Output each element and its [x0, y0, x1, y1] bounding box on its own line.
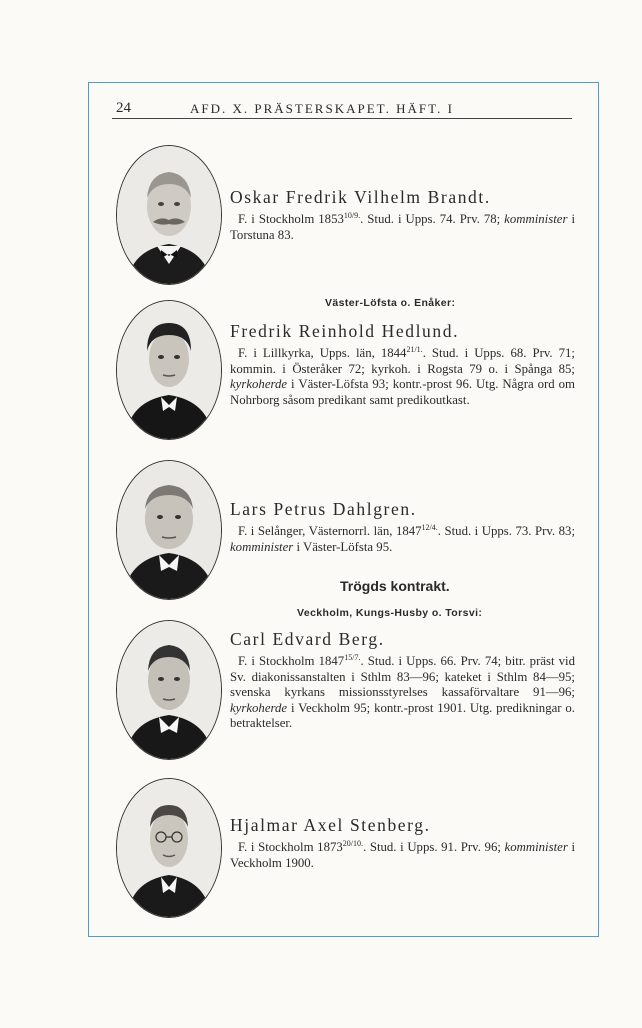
entry-dahlgren: [230, 498, 575, 555]
person-biography: F. i Stockholm $1847^{15/7.}$. Stud. i Upps. 66. Prv. 74; bitr. präst vid Sv. diakonissanstalten i Sthlm 83—96; kateket i Sthlm 84—95; svenska kyrkans missionsstyrelses kassaförvaltare 91—96; kyrkoherde i Veckholm 95; kontr.-prost 1901. Utg. predikningar o. betraktelser.: [230, 653, 576, 730]
entry-hedlund: [230, 320, 575, 408]
person-biography: F. i Selånger, Västernorrl. län, $1847^{12/4.}$. Stud. i Upps. 73. Prv. 83; komminister i Väster-Löfsta 95.: [230, 523, 575, 554]
portrait-photo: [117, 301, 221, 439]
portrait-photo: [117, 779, 221, 917]
birth-date-fraction: 12/4.: [421, 523, 438, 532]
entry-berg: [230, 628, 575, 732]
portrait-stenberg: [116, 778, 222, 918]
portrait-brandt: [116, 145, 222, 285]
birth-date-fraction: 10/9.: [343, 211, 361, 220]
birth-date-fraction: 20/10.: [342, 839, 364, 848]
person-biography: F. i Lillkyrka, Upps. län, $1844^{21/1.}$. Stud. i Upps. 68. Prv. 71; kommin. i Österåker 72; kyrkoh. i Rogsta 79 o. i Spånga 85; kyrkoherde i Väster-Löfsta 93; kontr.-prost 96. Utg. Några ord om Nohrborg såsom predikant samt predikoutkast.: [230, 345, 575, 407]
portrait-photo: [117, 621, 221, 759]
parish-heading: Väster-Löfsta o. Enåker:: [325, 297, 456, 309]
portrait-berg: [116, 620, 222, 760]
birth-date-fraction: 15/7.: [344, 653, 361, 662]
person-biography: F. i Stockholm $1853^{10/9.}$. Stud. i Upps. 74. Prv. 78; komminister i Torstuna 83.: [230, 211, 575, 242]
entry-stenberg: [230, 814, 575, 871]
person-name: Fredrik Reinhold Hedlund.: [230, 321, 460, 341]
page-number: 24: [116, 100, 131, 116]
birth-date-fraction: 21/1.: [406, 345, 423, 354]
portrait-photo: [117, 146, 221, 284]
kontrakt-heading: Trögds kontrakt.: [340, 578, 450, 594]
person-name: Lars Petrus Dahlgren.: [230, 499, 417, 519]
person-biography: F. i Stockholm $1873^{20/10.}$. Stud. i Upps. 91. Prv. 96; komminister i Veckholm 1900.: [230, 839, 575, 870]
header-rule: [112, 118, 572, 119]
parish-heading: Veckholm, Kungs-Husby o. Torsvi:: [297, 607, 483, 619]
person-name: Hjalmar Axel Stenberg.: [230, 815, 431, 835]
portrait-photo: [117, 461, 221, 599]
person-name: Carl Edvard Berg.: [230, 629, 385, 649]
entry-brandt: [230, 186, 575, 243]
running-title: AFD. X. PRÄSTERSKAPET. HÄFT. I: [190, 101, 454, 116]
person-name: Oskar Fredrik Vilhelm Brandt.: [230, 187, 491, 207]
portrait-hedlund: [116, 300, 222, 440]
portrait-dahlgren: [116, 460, 222, 600]
